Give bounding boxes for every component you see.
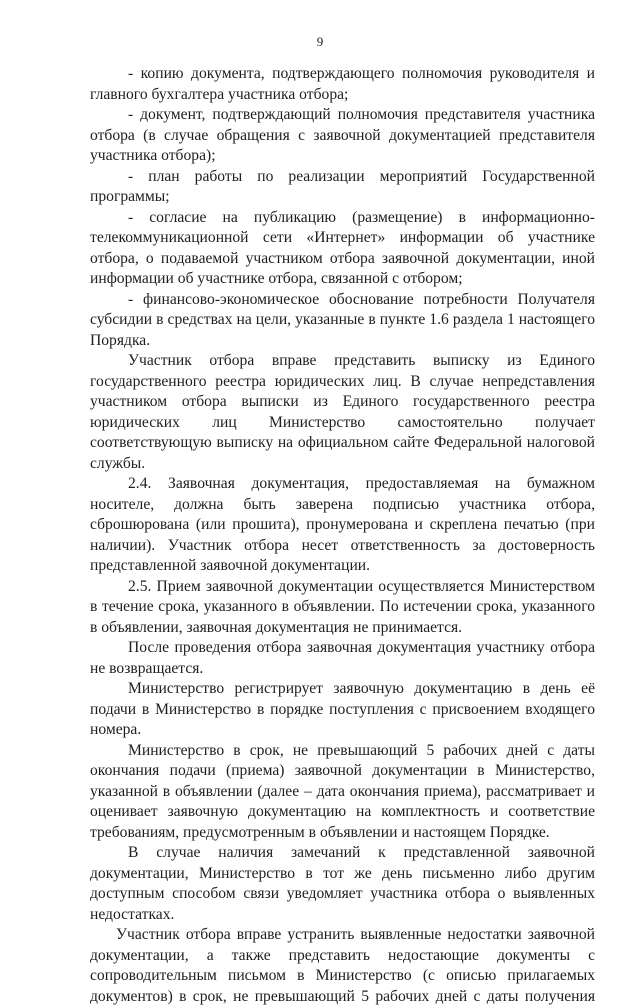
paragraph: В случае наличия замечаний к представленной заявочной документации, Министерство в тот же день письменно либо другим доступным способом связи уведомляет участника отбора о выявленных недостатках. [90,844,595,923]
paragraph: После проведения отбора заявочная документация участнику отбора не возвращается. [90,639,595,677]
paragraph-section-2-5: 2.5. Прием заявочной документации осуществляется Министерством в течение срока, указанного в объявлении. По истечении срока, указанного в объявлении, заявочная документация не принимается. [90,577,595,636]
paragraph: Участник отбора вправе устранить выявленные недостатки заявочной документации, а также представить недостающие документы с сопроводительным письмом в Министерство (с описью прилагаемых документов) в срок, не превышающий 5 рабочих дней с даты получения [90,926,595,1005]
paragraph-list-item: - копию документа, подтверждающего полномочия руководителя и главного бухгалтера участника отбора; [90,65,595,103]
paragraph-list-item: - документ, подтверждающий полномочия представителя участника отбора (в случае обращения с заявочной документацией представителя участника отбора); [90,106,595,164]
document-body [90,64,595,1007]
paragraph: Министерство в срок, не превышающий 5 рабочих дней с даты окончания подачи (приема) заявочной документации в Министерство, указанной в объявлении (далее – дата окончания приема), рассматривает и оценивает заявочную документацию на комплектность и соответствие требованиям, предусмотренным в объявлении и настоящем Порядке. [90,741,595,841]
paragraph-list-item: - план работы по реализации мероприятий Государственной программы; [90,167,595,205]
paragraph-section-2-4: 2.4. Заявочная документация, предоставляемая на бумажном носителе, должна быть заверена подписью участника отбора, сброшюрована (или прошита), пронумерована и скреплена печатью (при наличии). Участник отбора несет ответственность за достоверность представленной заявочной документации. [90,475,595,574]
paragraph-list-item: - финансово-экономическое обоснование потребности Получателя субсидии в средствах на цели, указанные в пункте 1.6 раздела 1 настоящего Порядка. [90,290,595,349]
page-number: 9 [316,34,324,49]
paragraph: Министерство регистрирует заявочную документацию в день её подачи в Министерство в порядке поступления с присвоением входящего номера. [90,680,595,738]
paragraph: Участник отбора вправе представить выписку из Единого государственного реестра юридических лиц. В случае непредставления участником отбора выписки из Единого государственного реестра юридических лиц Министерство самостоятельно получает соответствующую выписку на официальном сайте Федеральной налоговой службы. [90,352,595,472]
paragraph-list-item: - согласие на публикацию (размещение) в информационно-телекоммуникационной сети «Интернет» информации об участнике отбора, о подаваемой участником отбора заявочной документации, иной информации об участнике отбора, связанной с отбором; [90,208,595,287]
